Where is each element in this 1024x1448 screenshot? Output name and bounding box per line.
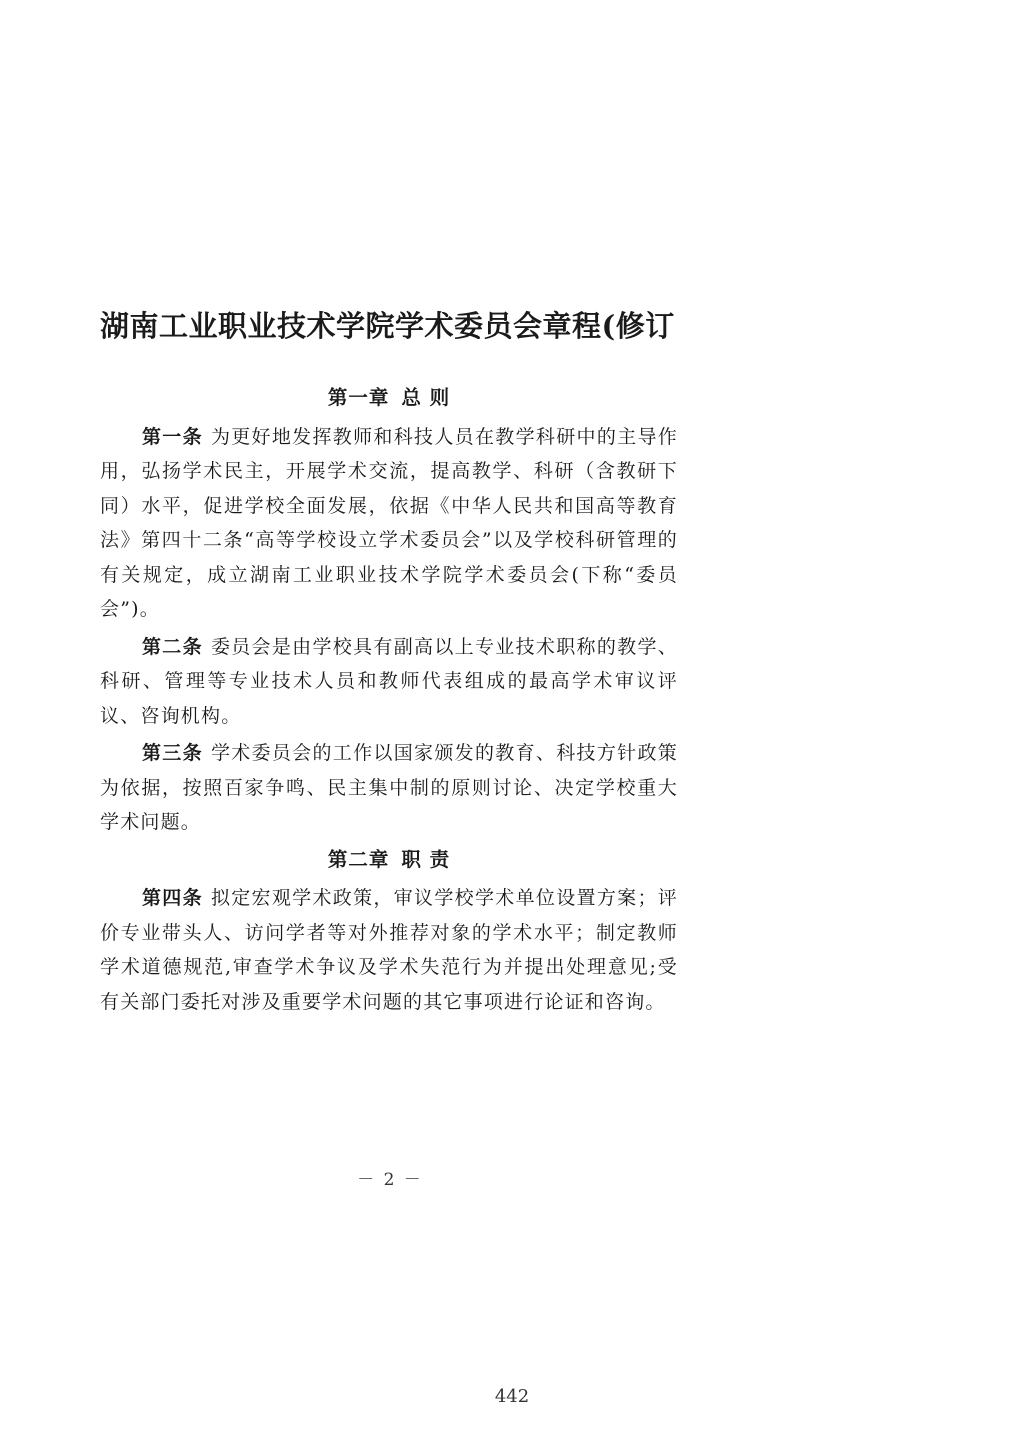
article-3-label: 第三条 — [142, 742, 203, 764]
article-4-text: 拟定宏观学术政策，审议学校学术单位设置方案；评价专业带头人、访问学者等对外推荐对象的学术水平；制定教师学术道德规范,审查学术争议及学术失范行为并提出处理意见;受有关部门委托对涉及重要学术问题的其它事项进行论证和咨询。 — [100, 887, 678, 1013]
chapter-heading-2 — [100, 843, 678, 878]
chapter-2-prefix: 第二章 — [327, 847, 390, 871]
chapter-heading-1 — [100, 381, 678, 416]
article-2-text: 委员会是由学校具有副高以上专业技术职称的教学、科研、管理等专业技术人员和教师代表组成的最高学术审议评议、咨询机构。 — [100, 635, 678, 727]
article-3-text: 学术委员会的工作以国家颁发的教育、科技方针政策为依据，按照百家争鸣、民主集中制的原则讨论、决定学校重大学术问题。 — [100, 742, 678, 833]
chapter-1-prefix: 第一章 — [327, 386, 390, 409]
article-4 — [100, 881, 678, 1019]
article-1-text: 为更好地发挥教师和科技人员在教学科研中的主导作用，弘扬学术民主，开展学术交流，提高教学、科研（含教研下同）水平，促进学校全面发展，依据《中华人民共和国高等教育法》第四十二条“高等学校设立学术委员会”以及学校科研管理的有关规定，成立湖南工业职业技术学院学术委员会(下称“委员会”)。 — [100, 425, 678, 620]
chapter-1-name: 总 则 — [401, 386, 451, 409]
article-3 — [100, 736, 678, 840]
chapter-2-name: 职 责 — [401, 847, 451, 871]
document-body — [100, 381, 678, 1022]
article-2 — [100, 630, 678, 734]
article-1 — [100, 420, 678, 627]
article-1-label: 第一条 — [142, 425, 203, 448]
article-4-label: 第四条 — [142, 887, 203, 909]
inner-page-number: － 2 － — [357, 1170, 423, 1190]
page-number: 442 — [494, 1386, 530, 1407]
document-title: 湖南工业职业技术学院学术委员会章程(修订 — [100, 309, 675, 343]
article-2-label: 第二条 — [142, 635, 203, 658]
